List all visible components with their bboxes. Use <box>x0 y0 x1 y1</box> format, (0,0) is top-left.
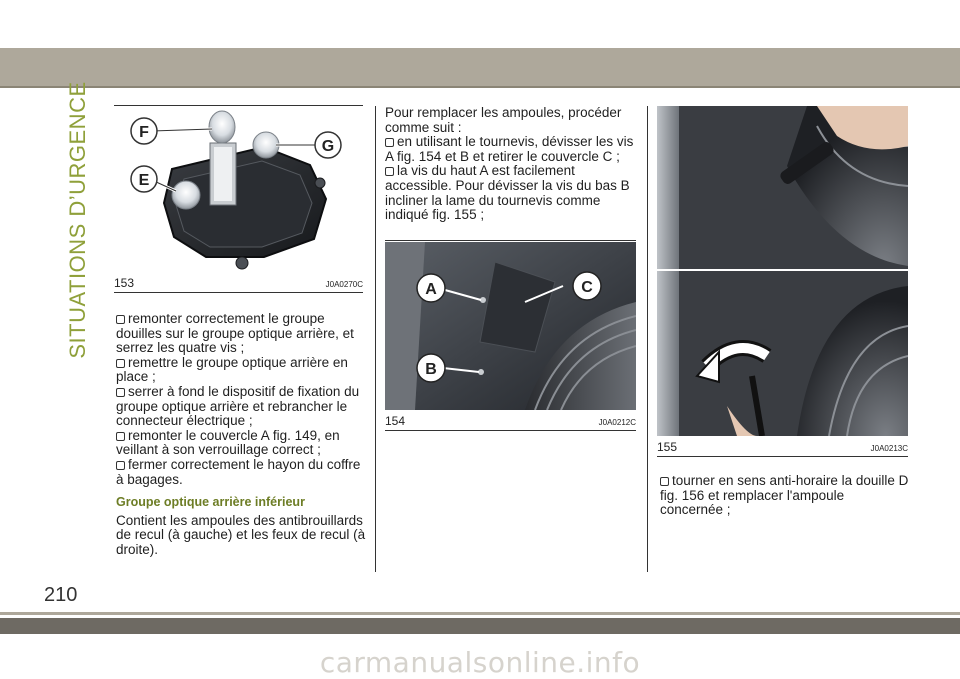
figure-153-code: J0A0270C <box>325 280 363 289</box>
col1-bullet-2: remettre le groupe optique arrière en place ; <box>116 354 348 385</box>
column-1-text <box>116 312 368 558</box>
figure-153-label-f <box>131 118 157 144</box>
figure-154-number: 154 <box>385 414 406 428</box>
column-2-text <box>385 106 641 223</box>
figure-154-top-rule <box>385 240 636 241</box>
figure-154-image <box>385 242 636 410</box>
figure-155-image <box>657 106 908 436</box>
figure-153-label-e <box>131 166 157 192</box>
svg-text:B: B <box>425 361 437 378</box>
figure-155-number: 155 <box>657 440 678 454</box>
checkbox-bullet-icon <box>116 315 125 324</box>
svg-text:A: A <box>425 281 437 298</box>
checkbox-bullet-icon <box>116 461 125 470</box>
checkbox-bullet-icon <box>116 388 125 397</box>
checkbox-bullet-icon <box>385 167 394 176</box>
wheel-arch-cover-photo <box>385 242 636 410</box>
svg-text:E: E <box>138 172 150 189</box>
figure-154-label-c <box>573 272 601 300</box>
footer-rule <box>0 612 960 615</box>
figure-153-top-rule <box>114 105 363 106</box>
figure-155-caption <box>657 440 908 457</box>
header-bar-rule <box>0 86 960 88</box>
col1-bullet-4: remonter le couvercle A fig. 149, en veillant à son verrouillage correct ; <box>116 427 340 458</box>
checkbox-bullet-icon <box>660 477 669 486</box>
column-rule-2 <box>647 106 648 572</box>
col1-bullet-3: serrer à fond le dispositif de fixation du groupe optique arrière et rebrancher le connecteur électrique ; <box>116 383 360 429</box>
svg-text:G: G <box>321 138 335 155</box>
section-side-title: SITUATIONS D’URGENCE <box>65 81 90 359</box>
col2-bullet-2: la vis du haut A est facilement accessible. Pour dévisser la vis du bas B incliner la lame du tournevis comme indiqué fig. 155 ; <box>385 163 630 223</box>
col2-bullet-1: en utilisant le tournevis, dévisser les vis A fig. 154 et B et retirer le couvercle C ; <box>385 134 634 164</box>
figure-153-label-g <box>315 132 341 158</box>
figure-154-label-a <box>417 274 445 302</box>
checkbox-bullet-icon <box>116 432 125 441</box>
figure-154-caption <box>385 414 636 431</box>
tail-light-bulb-holder-illustration <box>114 107 363 273</box>
column-rule-1 <box>375 106 376 572</box>
figure-153-number: 153 <box>114 276 135 290</box>
page-number: 210 <box>44 584 78 606</box>
svg-text:F: F <box>139 124 149 141</box>
col1-bullet-1: remonter correctement le groupe douilles sur le groupe optique arrière, et serrez les quatre vis ; <box>116 311 354 356</box>
screwdriver-under-wheel-arch-photo <box>657 106 908 436</box>
figure-154-label-b <box>417 354 445 382</box>
col1-bullet-5: fermer correctement le hayon du coffre à bagages. <box>116 456 361 487</box>
figure-153-caption <box>114 276 363 293</box>
col2-intro: Pour remplacer les ampoules, procéder comme suit : <box>385 105 622 135</box>
column-3-text <box>660 474 910 518</box>
footer-bar <box>0 618 960 634</box>
col3-bullet-1: tourner en sens anti-horaire la douille D fig. 156 et remplacer l'ampoule concernée ; <box>660 473 909 518</box>
section-heading: Groupe optique arrière inférieur <box>116 495 305 510</box>
checkbox-bullet-icon <box>385 138 394 147</box>
header-bar <box>0 48 960 86</box>
top-margin <box>0 0 960 48</box>
watermark: carmanualsonline.info <box>319 646 641 679</box>
figure-155-code: J0A0213C <box>870 444 908 453</box>
checkbox-bullet-icon <box>116 359 125 368</box>
col1-paragraph: Contient les ampoules des antibrouillards de recul (à gauche) et les feux de recul (à droite). <box>116 512 366 557</box>
figure-153-image <box>114 107 363 273</box>
figure-154-code: J0A0212C <box>598 418 636 427</box>
svg-text:C: C <box>581 279 593 296</box>
